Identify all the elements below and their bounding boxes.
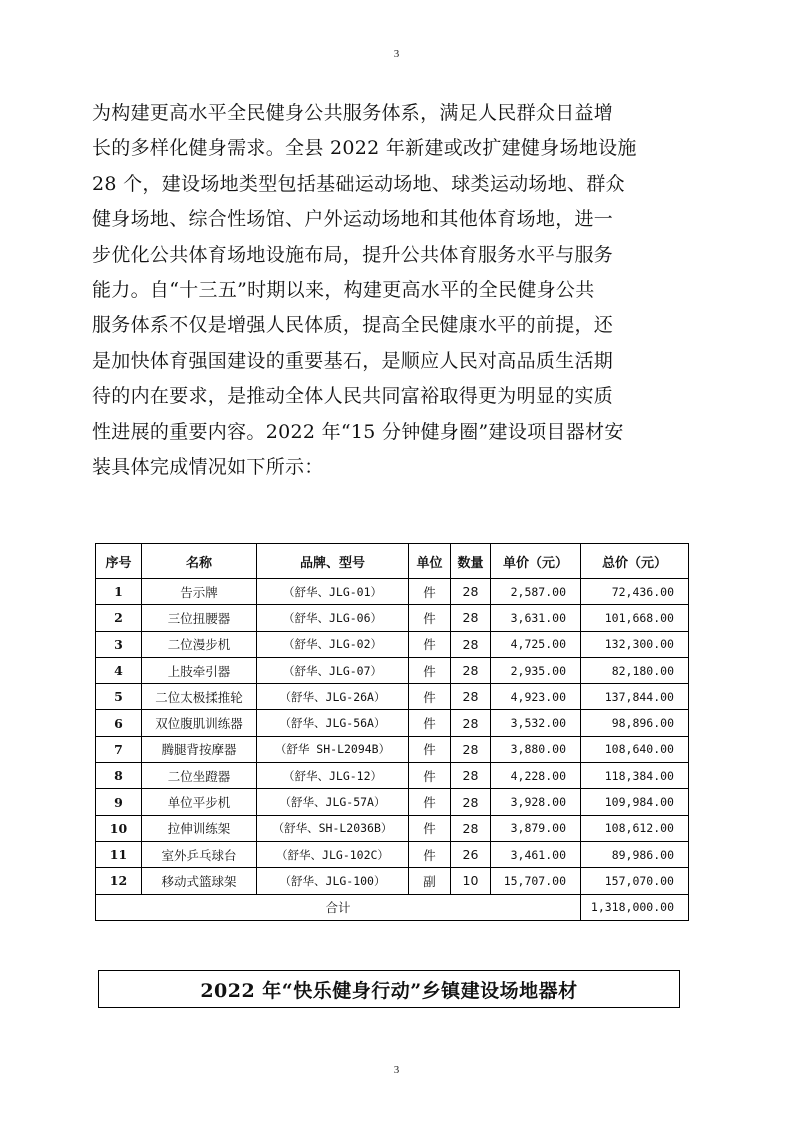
paragraph-line: 健身场地、综合性场馆、户外运动场地和其他体育场地，进一 xyxy=(92,208,614,231)
row-quantity: 10 xyxy=(451,868,491,894)
paragraph-line: 长的多样化健身需求。全县 2022 年新建或改扩建健身场地设施 xyxy=(92,137,637,160)
equipment-table xyxy=(95,543,689,921)
header-unit: 单位 xyxy=(409,544,451,579)
paragraph-line: 能力。自“十三五”时期以来，构建更高水平的全民健身公共 xyxy=(92,278,595,301)
row-unit-price: 15,707.00 xyxy=(491,868,581,894)
table-header-row xyxy=(96,544,689,579)
row-brand-model: （舒华、JLG-57A） xyxy=(257,789,409,815)
row-seq: 3 xyxy=(96,631,142,657)
header-brand-model: 品牌、型号 xyxy=(257,544,409,579)
row-brand-model: （舒华、JLG-02） xyxy=(257,631,409,657)
row-seq: 7 xyxy=(96,736,142,762)
table-row xyxy=(96,657,689,683)
row-quantity: 28 xyxy=(451,736,491,762)
row-total-price: 109,984.00 xyxy=(581,789,689,815)
row-seq: 12 xyxy=(96,868,142,894)
row-quantity: 28 xyxy=(451,684,491,710)
row-seq: 10 xyxy=(96,815,142,841)
row-name: 拉伸训练架 xyxy=(142,815,257,841)
row-unit: 件 xyxy=(409,710,451,736)
row-brand-model: （舒华、JLG-100） xyxy=(257,868,409,894)
row-unit: 件 xyxy=(409,631,451,657)
row-name: 移动式篮球架 xyxy=(142,868,257,894)
row-name: 三位扭腰器 xyxy=(142,605,257,631)
row-name: 单位平步机 xyxy=(142,789,257,815)
row-name: 双位腹肌训练器 xyxy=(142,710,257,736)
row-unit: 件 xyxy=(409,684,451,710)
table-row xyxy=(96,605,689,631)
row-name: 二位太极揉推轮 xyxy=(142,684,257,710)
paragraph-line: 装具体完成情况如下所示： xyxy=(92,455,324,478)
row-name: 室外乒乓球台 xyxy=(142,841,257,867)
page-number-bottom: 3 xyxy=(393,1064,400,1076)
row-total-price: 108,612.00 xyxy=(581,815,689,841)
row-quantity: 28 xyxy=(451,789,491,815)
row-unit-price: 3,631.00 xyxy=(491,605,581,631)
row-seq: 4 xyxy=(96,657,142,683)
table-row xyxy=(96,868,689,894)
row-unit: 件 xyxy=(409,815,451,841)
header-name: 名称 xyxy=(142,544,257,579)
header-total-price: 总价（元） xyxy=(581,544,689,579)
paragraph-line: 步优化公共体育场地设施布局，提升公共体育服务水平与服务 xyxy=(92,243,614,266)
row-name: 二位漫步机 xyxy=(142,631,257,657)
row-total-price: 82,180.00 xyxy=(581,657,689,683)
row-total-price: 157,070.00 xyxy=(581,868,689,894)
paragraph-line: 性进展的重要内容。2022 年“15 分钟健身圈”建设项目器材安 xyxy=(92,420,624,443)
paragraph-line: 是加快体育强国建设的重要基石，是顺应人民对高品质生活期 xyxy=(92,349,614,372)
row-total-price: 98,896.00 xyxy=(581,710,689,736)
row-seq: 6 xyxy=(96,710,142,736)
row-name: 二位坐蹬器 xyxy=(142,763,257,789)
total-label: 合计 xyxy=(96,894,581,920)
row-brand-model: （舒华、JLG-26A） xyxy=(257,684,409,710)
table-row xyxy=(96,710,689,736)
row-seq: 5 xyxy=(96,684,142,710)
section-heading: 2022 年“快乐健身行动”乡镇建设场地器材 xyxy=(98,970,680,1008)
row-unit: 件 xyxy=(409,789,451,815)
header-quantity: 数量 xyxy=(451,544,491,579)
row-quantity: 28 xyxy=(451,631,491,657)
row-name: 上肢牵引器 xyxy=(142,657,257,683)
row-brand-model: （舒华、JLG-06） xyxy=(257,605,409,631)
table-row xyxy=(96,763,689,789)
row-quantity: 28 xyxy=(451,815,491,841)
row-quantity: 28 xyxy=(451,579,491,605)
row-total-price: 101,668.00 xyxy=(581,605,689,631)
row-brand-model: （舒华、JLG-56A） xyxy=(257,710,409,736)
row-quantity: 28 xyxy=(451,763,491,789)
row-quantity: 28 xyxy=(451,657,491,683)
row-seq: 2 xyxy=(96,605,142,631)
row-unit-price: 3,880.00 xyxy=(491,736,581,762)
table-row xyxy=(96,579,689,605)
row-total-price: 108,640.00 xyxy=(581,736,689,762)
row-name: 告示牌 xyxy=(142,579,257,605)
total-value: 1,318,000.00 xyxy=(581,894,689,920)
page-number-top: 3 xyxy=(393,48,400,60)
row-unit-price: 2,935.00 xyxy=(491,657,581,683)
table-row xyxy=(96,841,689,867)
row-brand-model: （舒华、JLG-07） xyxy=(257,657,409,683)
row-seq: 11 xyxy=(96,841,142,867)
row-unit: 件 xyxy=(409,657,451,683)
table-total-row xyxy=(96,894,689,920)
row-total-price: 118,384.00 xyxy=(581,763,689,789)
header-unit-price: 单价（元） xyxy=(491,544,581,579)
row-name: 腾腿背按摩器 xyxy=(142,736,257,762)
paragraph-line: 待的内在要求，是推动全体人民共同富裕取得更为明显的实质 xyxy=(92,385,614,408)
table-row xyxy=(96,684,689,710)
row-total-price: 89,986.00 xyxy=(581,841,689,867)
paragraph-line: 服务体系不仅是增强人民体质，提高全民健康水平的前提，还 xyxy=(92,314,614,337)
row-brand-model: （舒华、JLG-12） xyxy=(257,763,409,789)
row-seq: 8 xyxy=(96,763,142,789)
row-unit: 件 xyxy=(409,763,451,789)
row-seq: 1 xyxy=(96,579,142,605)
row-unit-price: 3,928.00 xyxy=(491,789,581,815)
paragraph-line: 为构建更高水平全民健身公共服务体系，满足人民群众日益增 xyxy=(92,102,614,124)
row-unit: 件 xyxy=(409,605,451,631)
row-unit-price: 3,532.00 xyxy=(491,710,581,736)
row-brand-model: （舒华、JLG-102C） xyxy=(257,841,409,867)
row-total-price: 72,436.00 xyxy=(581,579,689,605)
row-unit-price: 3,461.00 xyxy=(491,841,581,867)
body-paragraph xyxy=(92,96,692,485)
paragraph-line: 28 个，建设场地类型包括基础运动场地、球类运动场地、群众 xyxy=(92,172,625,195)
row-unit: 件 xyxy=(409,736,451,762)
table-row xyxy=(96,631,689,657)
row-total-price: 137,844.00 xyxy=(581,684,689,710)
row-quantity: 28 xyxy=(451,710,491,736)
row-brand-model: （舒华、JLG-01） xyxy=(257,579,409,605)
row-unit-price: 4,228.00 xyxy=(491,763,581,789)
row-unit-price: 4,923.00 xyxy=(491,684,581,710)
row-brand-model: （舒华 SH-L2094B） xyxy=(257,736,409,762)
row-unit: 件 xyxy=(409,841,451,867)
header-seq: 序号 xyxy=(96,544,142,579)
table-row xyxy=(96,736,689,762)
row-total-price: 132,300.00 xyxy=(581,631,689,657)
row-unit-price: 2,587.00 xyxy=(491,579,581,605)
row-quantity: 28 xyxy=(451,605,491,631)
row-unit: 副 xyxy=(409,868,451,894)
table-row xyxy=(96,815,689,841)
row-unit-price: 4,725.00 xyxy=(491,631,581,657)
row-unit-price: 3,879.00 xyxy=(491,815,581,841)
row-seq: 9 xyxy=(96,789,142,815)
table-row xyxy=(96,789,689,815)
row-quantity: 26 xyxy=(451,841,491,867)
row-unit: 件 xyxy=(409,579,451,605)
row-brand-model: （舒华、SH-L2036B） xyxy=(257,815,409,841)
